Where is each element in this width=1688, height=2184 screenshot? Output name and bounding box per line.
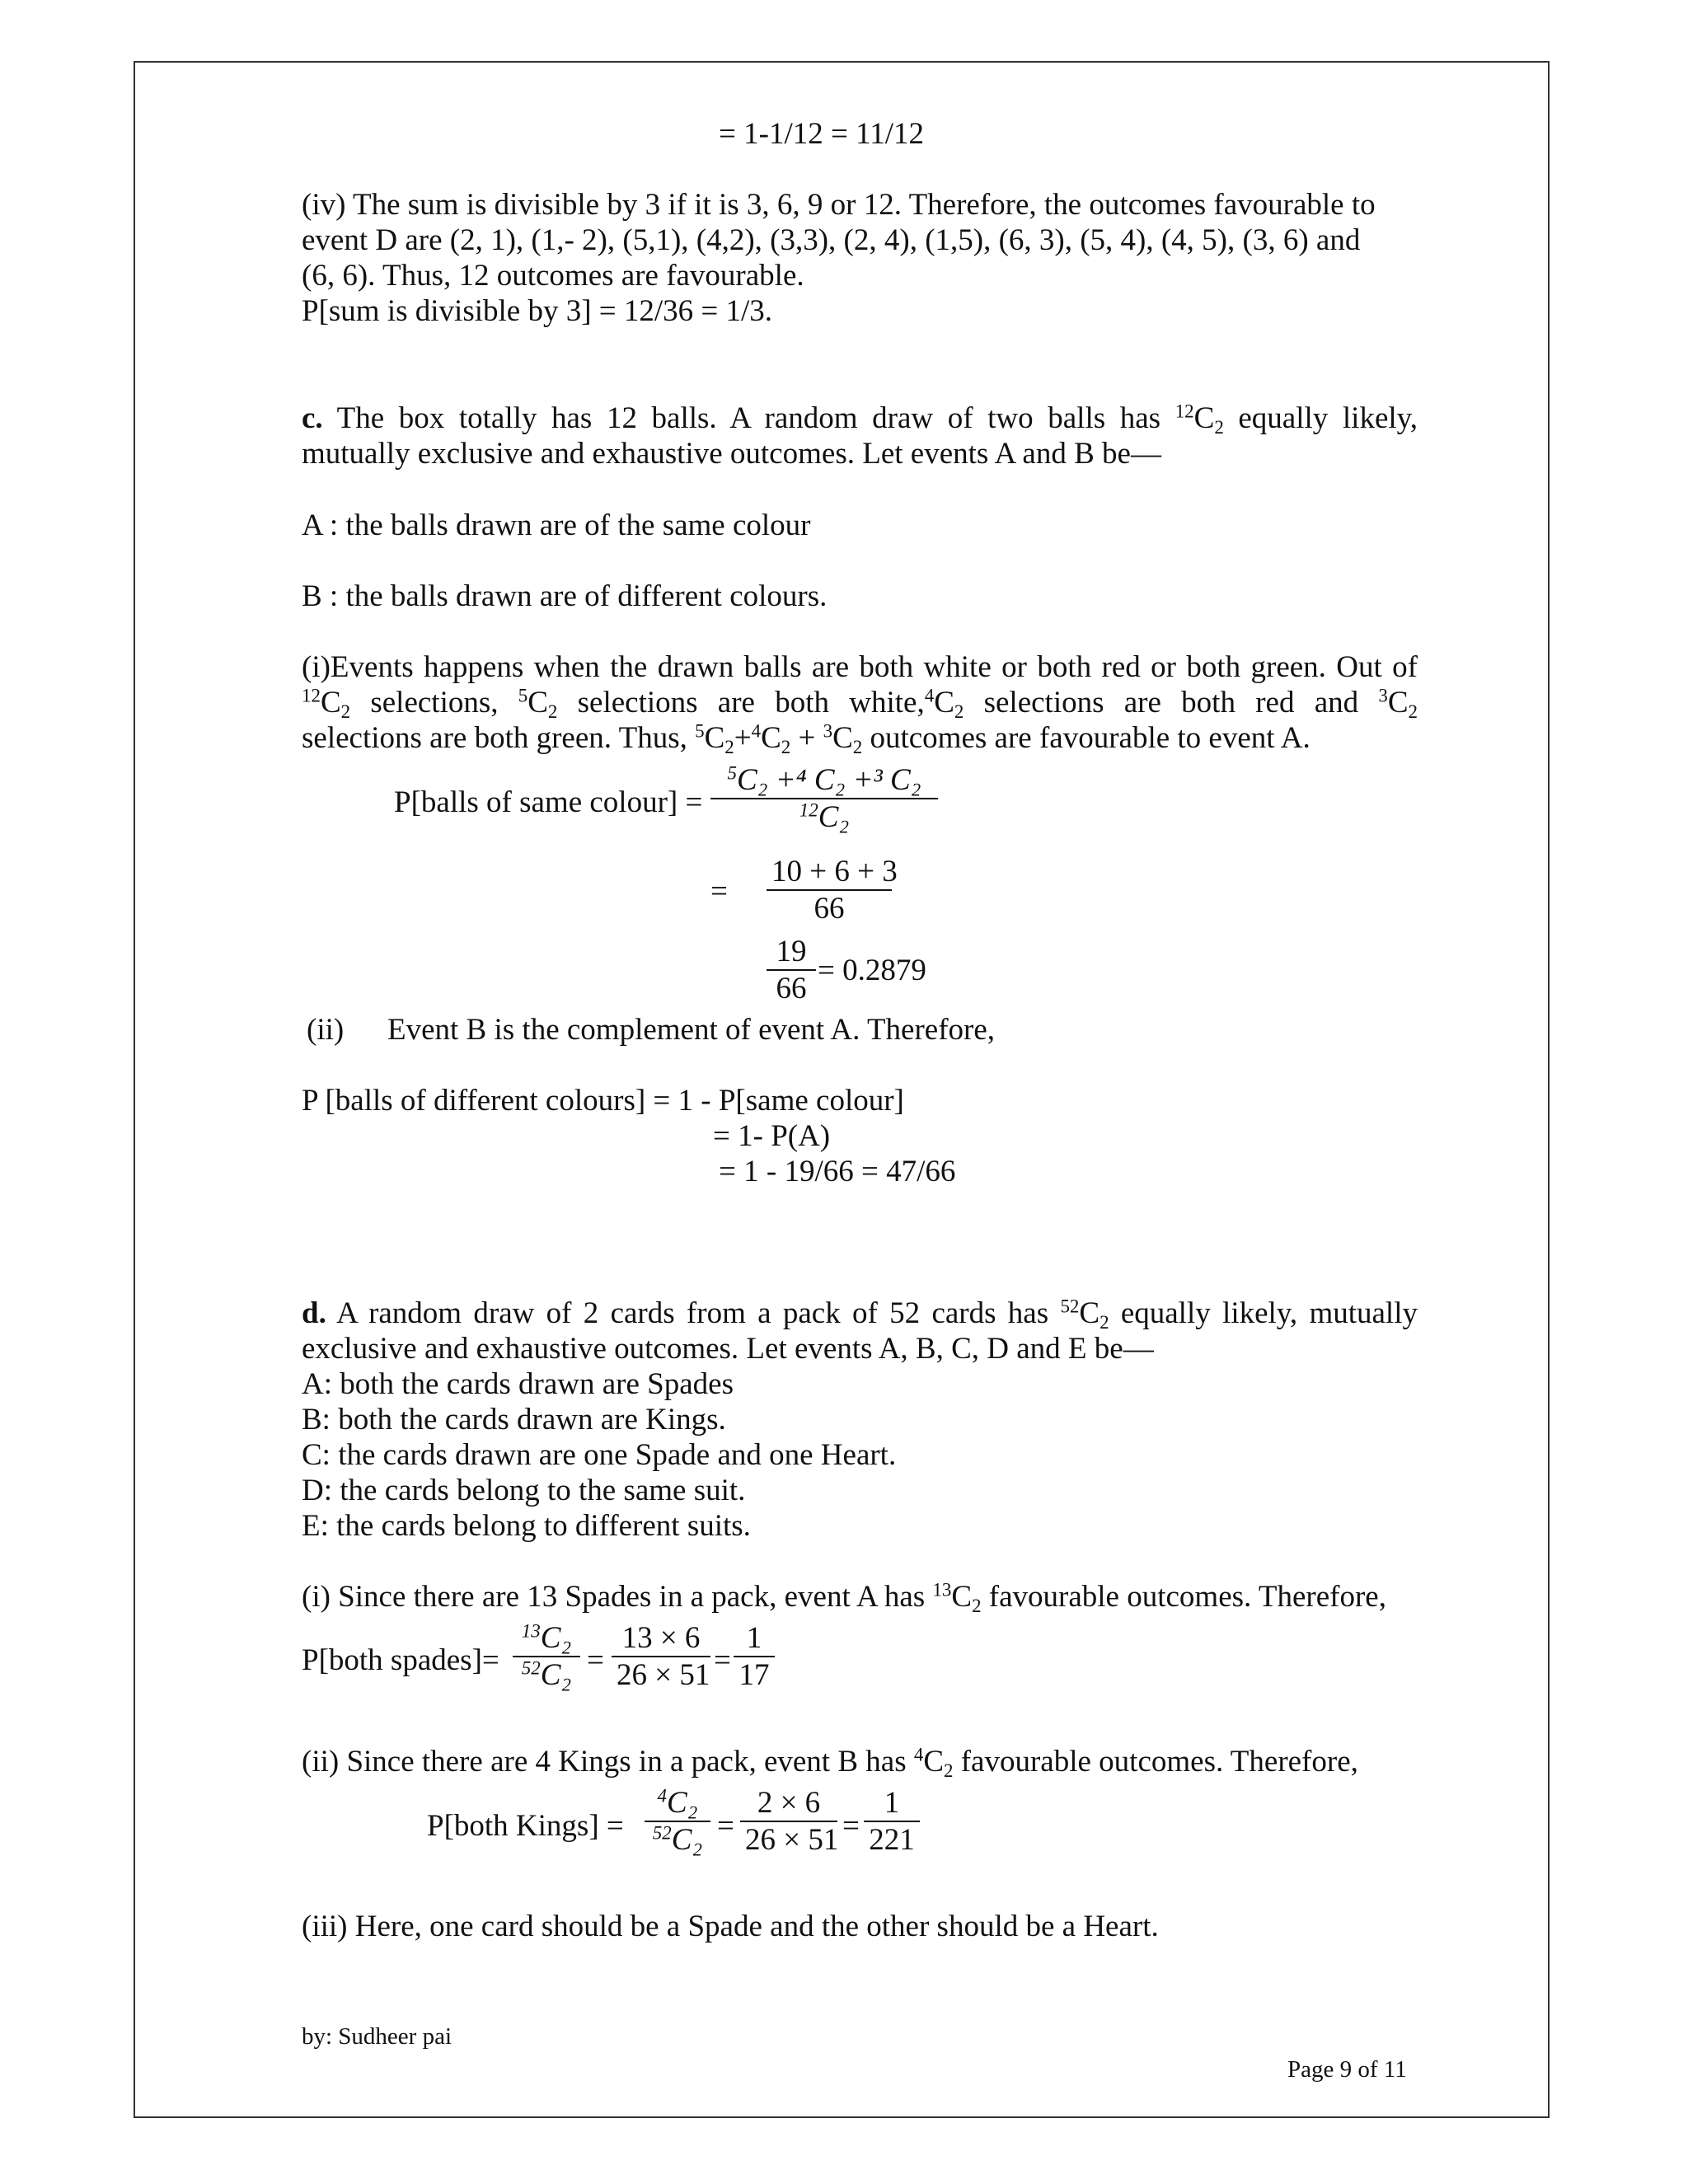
- p-diff-line-3: = 1 - 19/66 = 47/66: [719, 1155, 956, 1188]
- fraction-kings-mid: $\frac{2 \times 6}{26 \times 51}$: [740, 1785, 837, 1858]
- fraction-result: $\frac{19}{66}$: [767, 934, 816, 1006]
- iv-line-2: event D are (2, 1), (1,- 2), (5,1), (4,2), (3,3), (2, 4), (1,5), (6, 3), (5, 4), (4, 5), (3, 6) and: [302, 223, 1361, 257]
- d-event-b: B: both the cards drawn are Kings.: [302, 1403, 726, 1436]
- d-iii-text: (iii) Here, one card should be a Spade and the other should be a Heart.: [302, 1910, 1159, 1943]
- fraction-numerator: $^5$C₂ +⁴ C₂ +³ C₂: [727, 762, 921, 797]
- c-i-line-3: selections are both green. Thus, $^5C_2+^4C_2 + ^3C_2$ outcomes are favourable to event A.: [302, 720, 1311, 757]
- p-diff-line-2: = 1- P(A): [713, 1119, 831, 1153]
- equals-sign: =: [717, 1809, 734, 1843]
- c-intro-line-1: c. The box totally has 12 balls. A random draw of two balls has $^{12}C_2$ equally likely,: [302, 401, 1418, 438]
- d-event-e: E: the cards belong to different suits.: [302, 1509, 751, 1543]
- equals-sign: =: [842, 1809, 860, 1843]
- p-both-kings-label: P[both Kings] =: [427, 1809, 624, 1843]
- c-ii-text: Event B is the complement of event A. Therefore,: [387, 1013, 996, 1047]
- equals-sign: =: [714, 1643, 731, 1677]
- equals-sign: =: [587, 1643, 604, 1677]
- fraction-spades-result: $\frac{1}{17}$: [734, 1620, 775, 1693]
- d-event-c: C: the cards drawn are one Spade and one Heart.: [302, 1438, 897, 1472]
- d-intro-line-1: d. A random draw of 2 cards from a pack of 52 cards has $^{52}C_2$ equally likely, mutually: [302, 1296, 1418, 1333]
- c-event-b: B : the balls drawn are of different colours.: [302, 579, 828, 613]
- fraction-kings-result: $\frac{1}{221}$: [864, 1785, 920, 1858]
- d-ii-text: (ii) Since there are 4 Kings in a pack, event B has $^4C_2$ favourable outcomes. Therefore,: [302, 1744, 1358, 1781]
- iv-line-4: P[sum is divisible by 3] = 12/36 = 1/3.: [302, 294, 773, 328]
- d-event-a: A: both the cards drawn are Spades: [302, 1367, 734, 1401]
- footer-page-number: Page 9 of 11: [1287, 2056, 1407, 2083]
- c-label: c.: [302, 401, 323, 435]
- c-i-line-2: $^{12}C_2$ selections, $^5C_2$ selections are both $white,^4C_2$ selections are both red and $^3C_2$: [302, 685, 1418, 722]
- d-event-d: D: the cards belong to the same suit.: [302, 1474, 746, 1507]
- iv-line-1: (iv) The sum is divisible by 3 if it is 3, 6, 9 or 12. Therefore, the outcomes favourable to: [302, 188, 1376, 222]
- c-event-a: A : the balls drawn are of the same colour: [302, 509, 811, 542]
- d-i-text: (i) Since there are 13 Spades in a pack, event A has $^{13}C_2$ favourable outcomes. Therefore,: [302, 1579, 1386, 1616]
- p-same-colour-label: P[balls of same colour] =: [394, 785, 703, 819]
- fraction-counts: $\frac{10 + 6 + 3}{66}$: [767, 854, 892, 926]
- fraction-spades-comb: $\frac{^{13}C_2}{^{52}C_2}$: [513, 1620, 580, 1693]
- fraction-denominator: $^{12}$C₂: [710, 798, 938, 835]
- iv-line-3: (6, 6). Thus, 12 outcomes are favourable.: [302, 259, 804, 293]
- result-decimal: = 0.2879: [818, 954, 926, 987]
- fraction-same-colour: [710, 762, 938, 835]
- d-intro-line-2: exclusive and exhaustive outcomes. Let events A, B, C, D and E be—: [302, 1332, 1154, 1366]
- p-both-spades-label: P[both spades]=: [302, 1643, 499, 1677]
- fraction-kings-comb: $\frac{^4C_2}{^{52}C_2}$: [645, 1785, 710, 1858]
- fraction-spades-mid: $\frac{13 \times 6}{26 \times 51}$: [612, 1620, 710, 1693]
- c-intro-line-2: mutually exclusive and exhaustive outcomes. Let events A and B be—: [302, 437, 1161, 471]
- c-ii-label: (ii): [307, 1013, 345, 1047]
- equals-sign: =: [710, 874, 728, 908]
- result-line: = 1-1/12 = 11/12: [719, 117, 924, 151]
- p-diff-line-1: P [balls of different colours] = 1 - P[same colour]: [302, 1084, 904, 1118]
- c-i-line-1: (i)Events happens when the drawn balls are both white or both red or both green. Out of: [302, 650, 1418, 684]
- d-label: d.: [302, 1296, 326, 1330]
- footer-author: by: Sudheer pai: [302, 2023, 452, 2050]
